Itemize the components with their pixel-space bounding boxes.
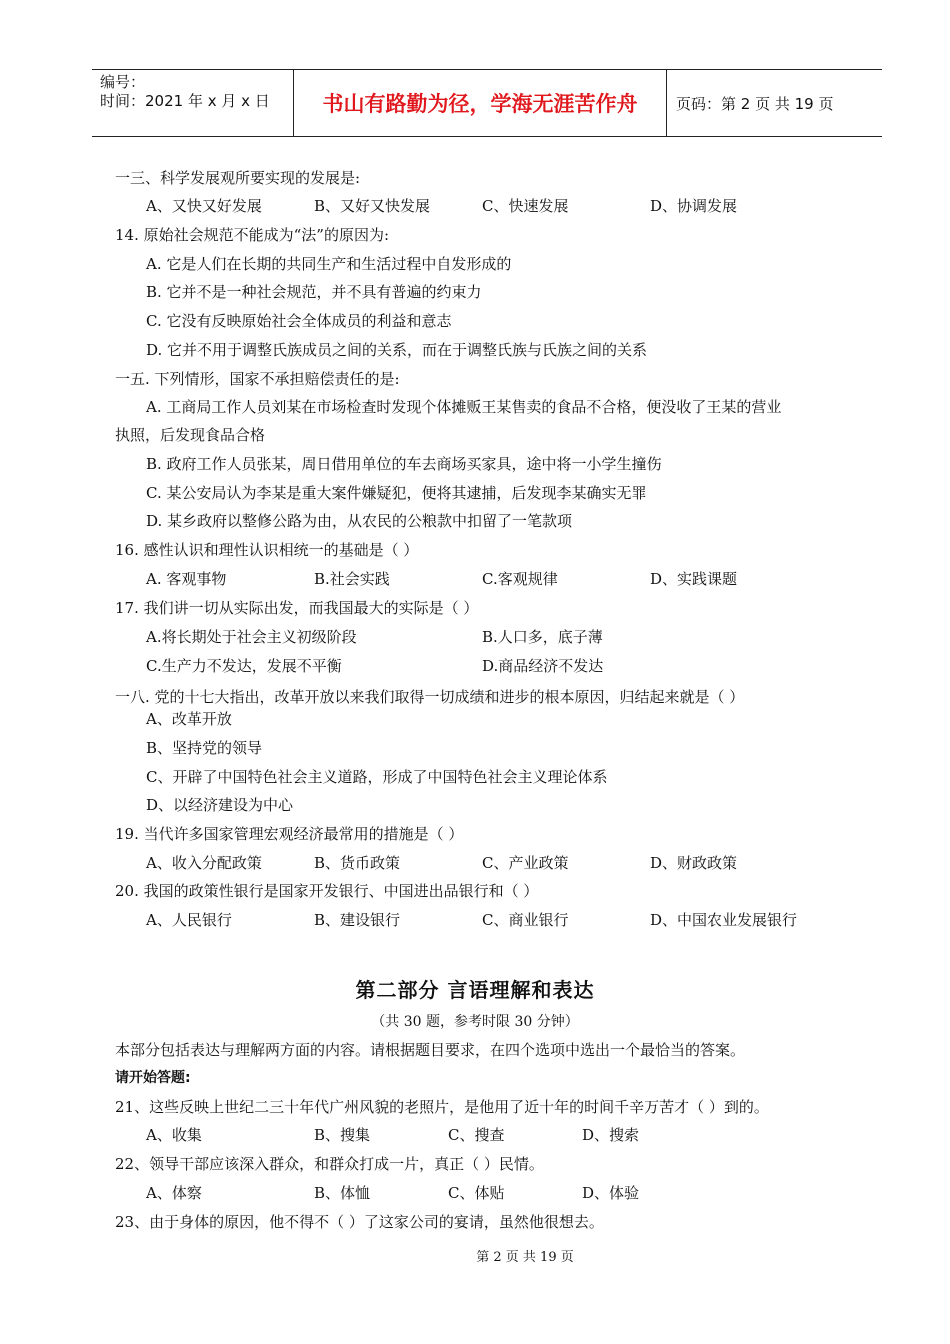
header-time-label: 时间：2021 年 x 月 x 日 [100,92,270,110]
question-option: D. 它并不用于调整氏族成员之间的关系，而在于调整氏族与氏族之间的关系 [146,341,648,359]
question-option: A、又快又好发展 [146,197,262,215]
section-intro: 本部分包括表达与理解两方面的内容。请根据题目要求，在四个选项中选出一个最恰当的答案。 [115,1041,746,1059]
question-option: A、收集 [146,1126,202,1144]
question-option: B、又好又快发展 [314,197,431,215]
question-option: A. 工商局工作人员刘某在市场检查时发现个体摊贩王某售卖的食品不合格，便没收了王某的营业 [146,398,782,416]
question-option: A、改革开放 [146,710,232,728]
question-option: B、建设银行 [314,911,401,929]
question-option: A、收入分配政策 [146,854,262,872]
question-option: C、开辟了中国特色社会主义道路，形成了中国特色社会主义理论体系 [146,768,608,786]
question-option: A、体察 [146,1184,202,1202]
question-stem: 一八. 党的十七大指出，改革开放以来我们取得一切成绩和进步的根本原因，归结起来就是（ ） [115,688,745,706]
question-option: A、人民银行 [146,911,232,929]
question-stem: 14. 原始社会规范不能成为“法”的原因为: [115,226,390,244]
question-option: D、协调发展 [650,197,738,215]
question-option: D.商品经济不发达 [482,657,604,675]
question-stem: 23、由于身体的原因，他不得不（ ）了这家公司的宴请，虽然他很想去。 [115,1213,604,1231]
question-option: B.社会实践 [314,570,390,588]
question-stem: 一三、科学发展观所要实现的发展是: [115,169,361,187]
question-option: C.生产力不发达，发展不平衡 [146,657,342,675]
question-option: B. 政府工作人员张某，周日借用单位的车去商场买家具，途中将一小学生撞伤 [146,455,662,473]
question-option-continuation: 执照，后发现食品合格 [115,426,266,444]
question-option: D. 某乡政府以整修公路为由，从农民的公粮款中扣留了一笔款项 [146,512,573,530]
question-option: D、搜索 [582,1126,640,1144]
question-option: A. 客观事物 [146,570,227,588]
question-option: B、货币政策 [314,854,401,872]
question-option: D、中国农业发展银行 [650,911,798,929]
question-option: B、搜集 [314,1126,371,1144]
question-stem: 22、领导干部应该深入群众，和群众打成一片，真正（ ）民情。 [115,1155,544,1173]
question-option: C、产业政策 [482,854,569,872]
question-option: C、商业银行 [482,911,569,929]
question-option: C、快速发展 [482,197,569,215]
question-stem: 20. 我国的政策性银行是国家开发银行、中国进出品银行和（ ） [115,882,539,900]
question-stem: 19. 当代许多国家管理宏观经济最常用的措施是（ ） [115,825,464,843]
page-footer: 第 2 页 共 19 页 [476,1250,574,1265]
question-stem: 16. 感性认识和理性认识相统一的基础是（ ） [115,541,419,559]
question-option: D、以经济建设为中心 [146,796,294,814]
question-option: C.客观规律 [482,570,558,588]
section-subtitle: （共 30 题，参考时限 30 分钟） [371,1014,579,1030]
question-stem: 一五. 下列情形，国家不承担赔偿责任的是: [115,370,400,388]
question-option: C、体贴 [448,1184,505,1202]
question-option: B、坚持党的领导 [146,739,263,757]
question-option: B、体恤 [314,1184,371,1202]
question-stem: 21、这些反映上世纪二三十年代广州风貌的老照片，是他用了近十年的时间千辛万苦才（ ）到的。 [115,1098,769,1116]
question-option: C、搜查 [448,1126,505,1144]
question-option: D、体验 [582,1184,640,1202]
header-page-info: 页码：第 2 页 共 19 页 [676,95,834,113]
question-option: A.将长期处于社会主义初级阶段 [146,628,357,646]
start-label: 请开始答题: [115,1070,191,1086]
question-option: D、财政政策 [650,854,738,872]
header-number-label: 编号： [100,73,146,91]
header-motto: 书山有路勤为径，学海无涯苦作舟 [322,92,638,116]
question-stem: 17. 我们讲一切从实际出发，而我国最大的实际是（ ） [115,599,479,617]
question-option: C. 它没有反映原始社会全体成员的利益和意志 [146,312,452,330]
question-option: A. 它是人们在长期的共同生产和生活过程中自发形成的 [146,255,512,273]
question-option: D、实践课题 [650,570,738,588]
section-title: 第二部分 言语理解和表达 [355,978,595,1002]
question-option: B. 它并不是一种社会规范，并不具有普遍的约束力 [146,283,482,301]
question-option: C. 某公安局认为李某是重大案件嫌疑犯，便将其逮捕，后发现李某确实无罪 [146,484,647,502]
question-option: B.人口多，底子薄 [482,628,603,646]
